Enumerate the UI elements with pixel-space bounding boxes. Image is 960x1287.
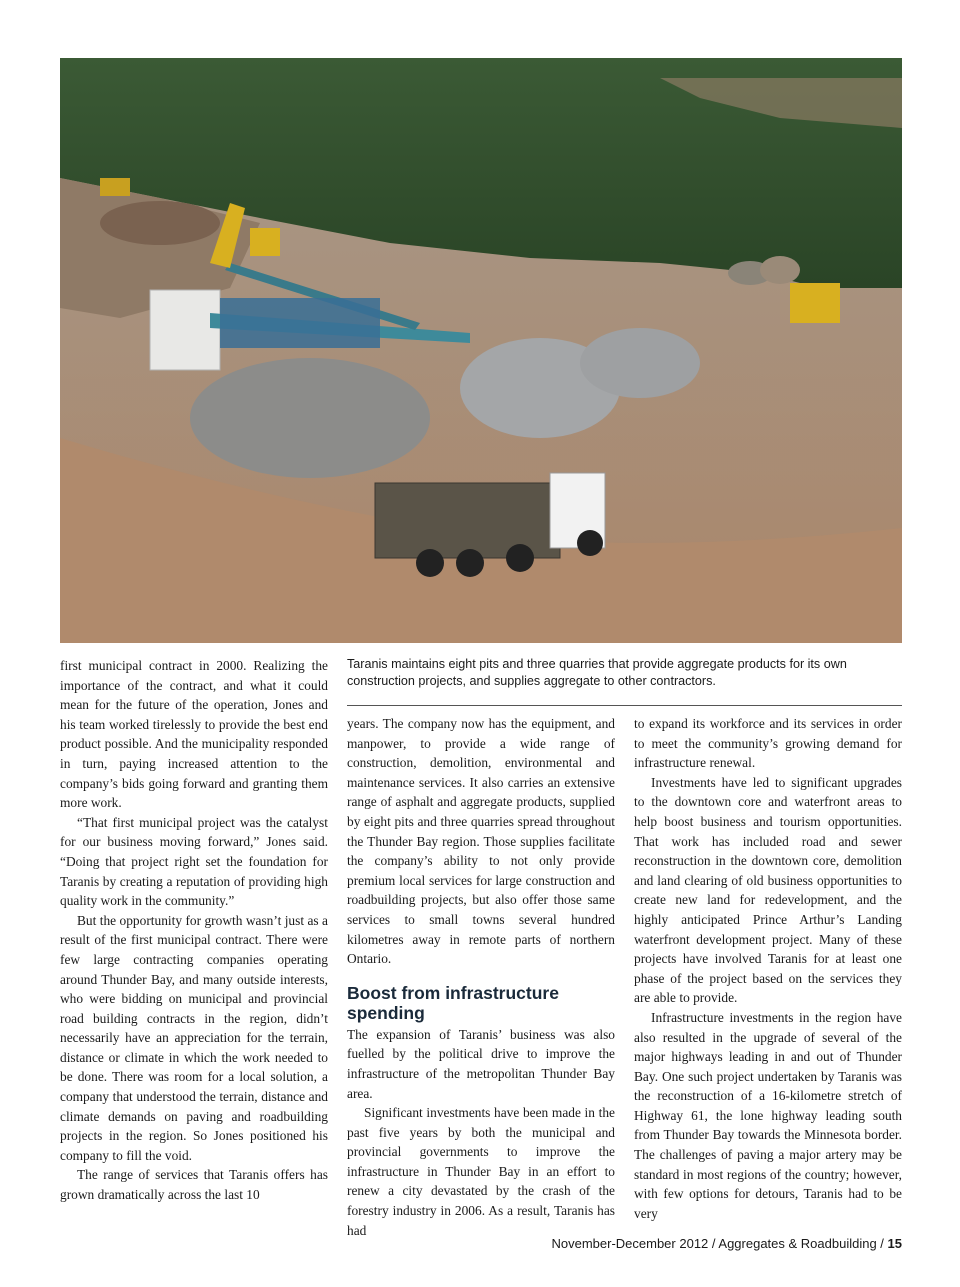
col3-paragraph-1: to expand its workforce and its services in order to meet the community’s growing demand for infrastructure renewal. xyxy=(634,716,902,771)
page-number: 15 xyxy=(887,1236,902,1251)
col1-paragraph-4: The range of services that Taranis offers has grown dramatically across the last 10 xyxy=(60,1167,328,1203)
col3-paragraph-2: Investments have led to significant upgrades to the downtown core and waterfront areas to help boost business and tourism opportunities. That work has included road and sewer reconstruction in the downtown core, demolition and land clearing of old business opportunities to create new land for redevelopment, and the highly anticipated Prince Arthur’s Landing waterfront development project. Many of these projects have involved Taranis for at least one phase of the project based on the services they are able to provide. xyxy=(634,774,902,1006)
column-2 xyxy=(347,714,615,1240)
col1-paragraph-3: But the opportunity for growth wasn’t just as a result of the first municipal contract. There were few large contracting companies operating around Thunder Bay, and many outside interests, who were bidding on municipal and provincial road building contracts in the region, didn’t necessarily have an appreciation for the terrain, distance or climate in which the work needed to be done. There was room for a local solution, a company that understood the terrain, distance and climate demands on paving and roadbuilding projects in the region. So Jones positioned his company to fill the void. xyxy=(60,912,328,1163)
column-1 xyxy=(60,656,328,1205)
col3-paragraph-3: Infrastructure investments in the region have also resulted in the upgrade of several of the major highways leading in and out of Thunder Bay. One such project undertaken by Taranis was the reconstruction of a 16-kilometre stretch of Highway 61, the lone highway leading south from Thunder Bay towards the Minnesota border. The challenges of paving a major artery may be standard in most regions of the country; however, with few options for detours, Taranis had to be very xyxy=(634,1009,902,1221)
issue-line: November-December 2012 / Aggregates & Roadbuilding / xyxy=(551,1236,884,1251)
caption-divider xyxy=(347,705,902,706)
photo-caption: Taranis maintains eight pits and three quarries that provide aggregate products for its own construction projects, and supplies aggregate to other contractors. xyxy=(347,657,847,688)
quarry-photo-illustration xyxy=(60,58,902,643)
col2-paragraph-2: The expansion of Taranis’ business was also fuelled by the political drive to improve the infrastructure of the metropolitan Thunder Bay area. xyxy=(347,1026,615,1101)
col2-paragraph-3: Significant investments have been made in the past five years by both the municipal and provincial governments to improve the infrastructure in Thunder Bay in an effort to renew a city devastated by the crash of the forestry industry in 2006. As a result, Taranis has had xyxy=(347,1105,615,1238)
section-subheading: Boost from infrastructure spending xyxy=(347,982,559,1023)
column-3 xyxy=(634,714,902,1223)
page-footer xyxy=(551,1236,902,1251)
feature-photo xyxy=(60,58,902,643)
col1-paragraph-2: “That first municipal project was the catalyst for our business moving forward,” Jones said. “Doing that project right set the foundation for Taranis by creating a reputation of providing high quality work in the community.” xyxy=(60,814,328,909)
col1-paragraph-1: first municipal contract in 2000. Realizing the importance of the contract, and what it could mean for the future of the operation, Jones and his team worked tirelessly to provide the best end product possible. And the municipality responded in turn, paying increased attention to the company’s bids going forward and granting them more work. xyxy=(60,658,328,811)
col2-paragraph-1: years. The company now has the equipment, and manpower, to provide a wide range of construction, demolition, environmental and maintenance services. It also carries an extensive range of asphalt and aggregate products, supplied by eight pits and three quarries spread throughout the Thunder Bay region. Those supplies facilitate the company’s ability to not only provide premium local services for large construction and roadbuilding projects, but also offer those same services to small towns several hundred kilometres away in remote parts of northern Ontario. xyxy=(347,716,615,967)
